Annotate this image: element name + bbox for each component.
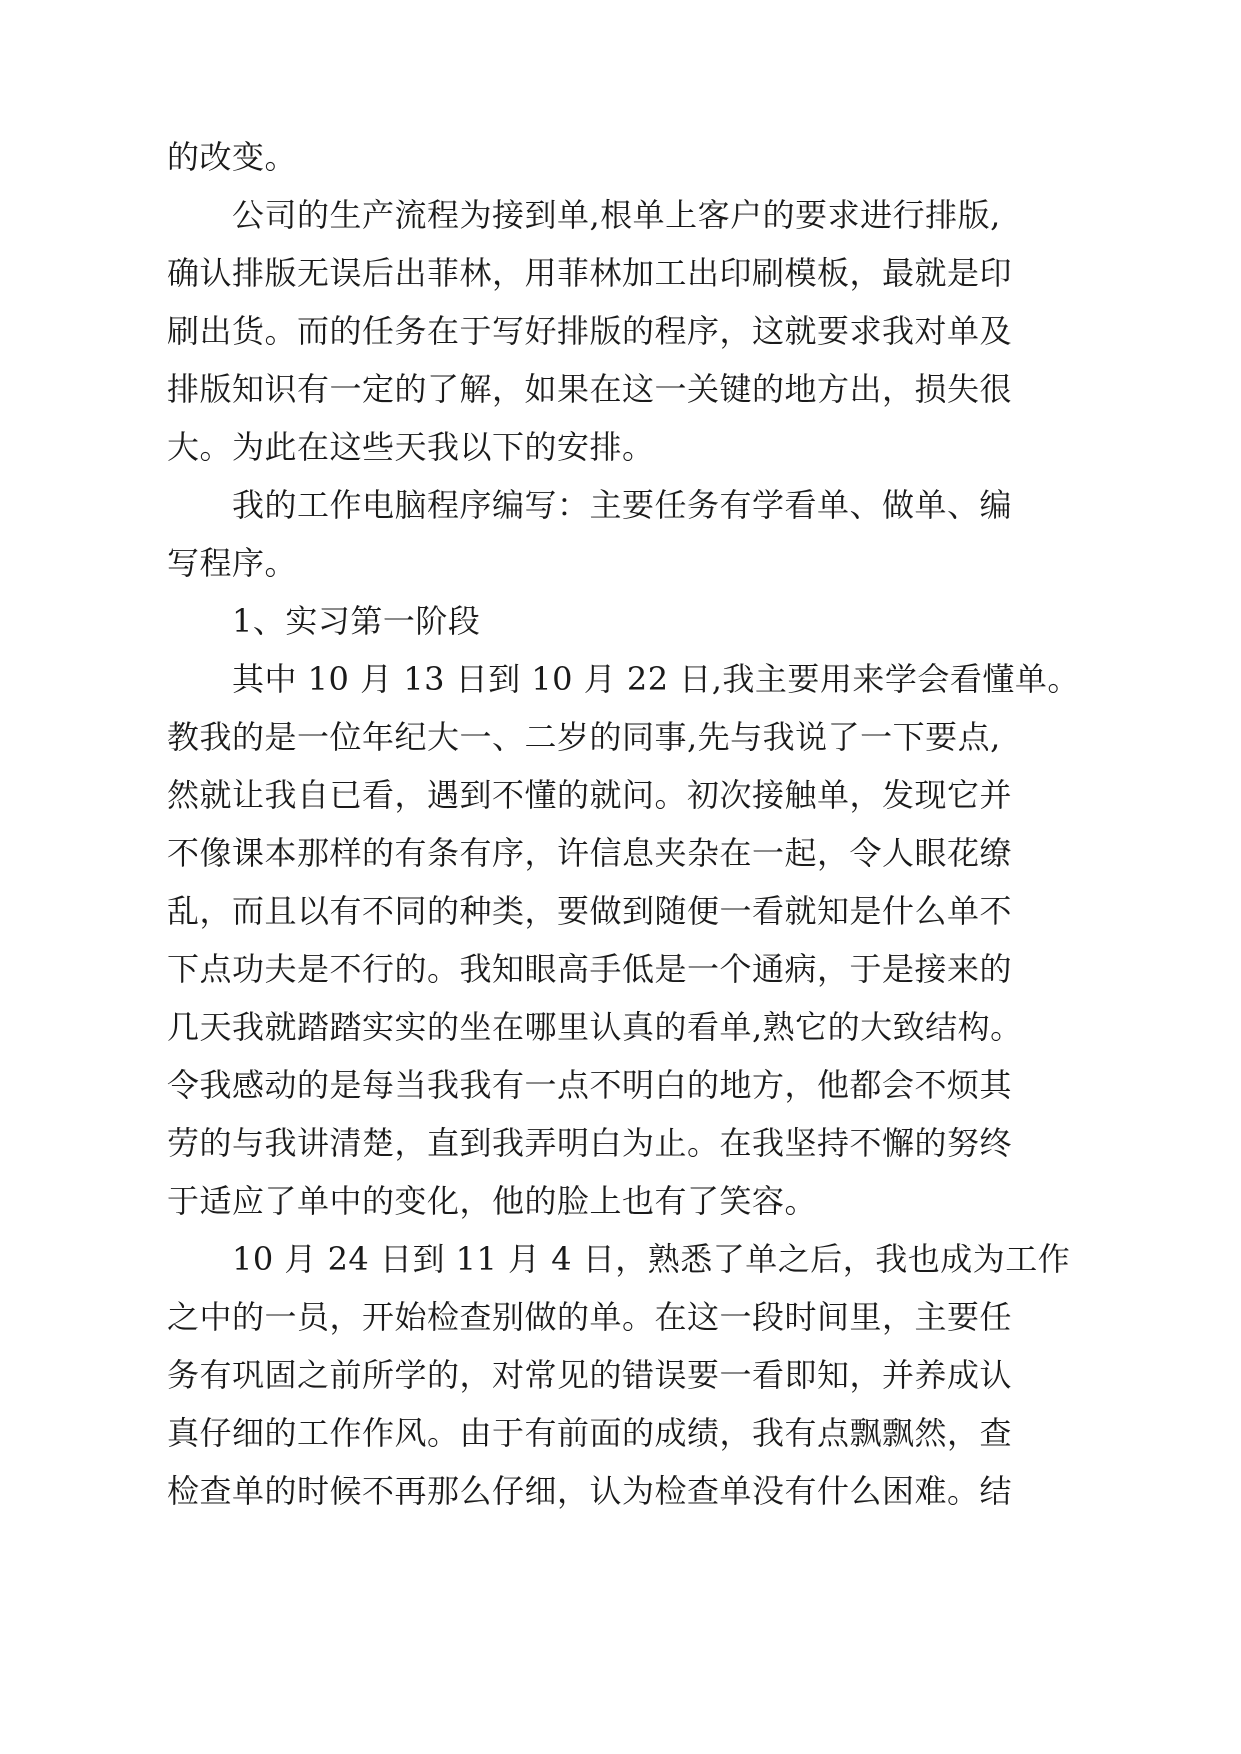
text-line: 真仔细的工作作风。由于有前面的成绩，我有点飘飘然，查 — [167, 1414, 1013, 1452]
text-line: 大。为此在这些天我以下的安排。 — [167, 428, 655, 466]
text-line: 我的工作电脑程序编写：主要任务有学看单、做单、编 — [232, 486, 1013, 524]
text-line: 务有巩固之前所学的，对常见的错误要一看即知，并养成认 — [167, 1356, 1013, 1394]
text-line: 于适应了单中的变化，他的脸上也有了笑容。 — [167, 1182, 818, 1220]
text-line: 教我的是一位年纪大一、二岁的同事,先与我说了一下要点, — [167, 718, 1001, 756]
text-line: 下点功夫是不行的。我知眼高手低是一个通病，于是接来的 — [167, 950, 1013, 988]
text-line: 之中的一员，开始检查别做的单。在这一段时间里，主要任 — [167, 1298, 1013, 1336]
text-line: 然就让我自已看，遇到不懂的就问。初次接触单，发现它并 — [167, 776, 1013, 814]
text-line: 劳的与我讲清楚，直到我弄明白为止。在我坚持不懈的努终 — [167, 1124, 1013, 1162]
text-line: 排版知识有一定的了解，如果在这一关键的地方出，损失很 — [167, 370, 1013, 408]
text-line: 检查单的时候不再那么仔细，认为检查单没有什么困难。结 — [167, 1472, 1013, 1510]
text-line: 的改变。 — [167, 138, 298, 176]
section-heading: 1、实习第一阶段 — [232, 602, 481, 640]
text-line: 刷出货。而的任务在于写好排版的程序，这就要求我对单及 — [167, 312, 1013, 350]
text-line: 写程序。 — [167, 544, 298, 582]
text-line: 几天我就踏踏实实的坐在哪里认真的看单,熟它的大致结构。 — [167, 1008, 1023, 1046]
text-line: 不像课本那样的有条有序，许信息夹杂在一起，令人眼花缭 — [167, 834, 1013, 872]
text-line: 令我感动的是每当我我有一点不明白的地方，他都会不烦其 — [167, 1066, 1013, 1104]
text-line: 公司的生产流程为接到单,根单上客户的要求进行排版, — [232, 196, 1001, 234]
text-line: 10 月 24 日到 11 月 4 日，熟悉了单之后，我也成为工作 — [232, 1240, 1071, 1278]
text-line: 确认排版无误后出菲林，用菲林加工出印刷模板，最就是印 — [167, 254, 1013, 292]
text-line: 乱，而且以有不同的种类，要做到随便一看就知是什么单不 — [167, 892, 1013, 930]
text-line: 其中 10 月 13 日到 10 月 22 日,我主要用来学会看懂单。 — [232, 660, 1080, 698]
